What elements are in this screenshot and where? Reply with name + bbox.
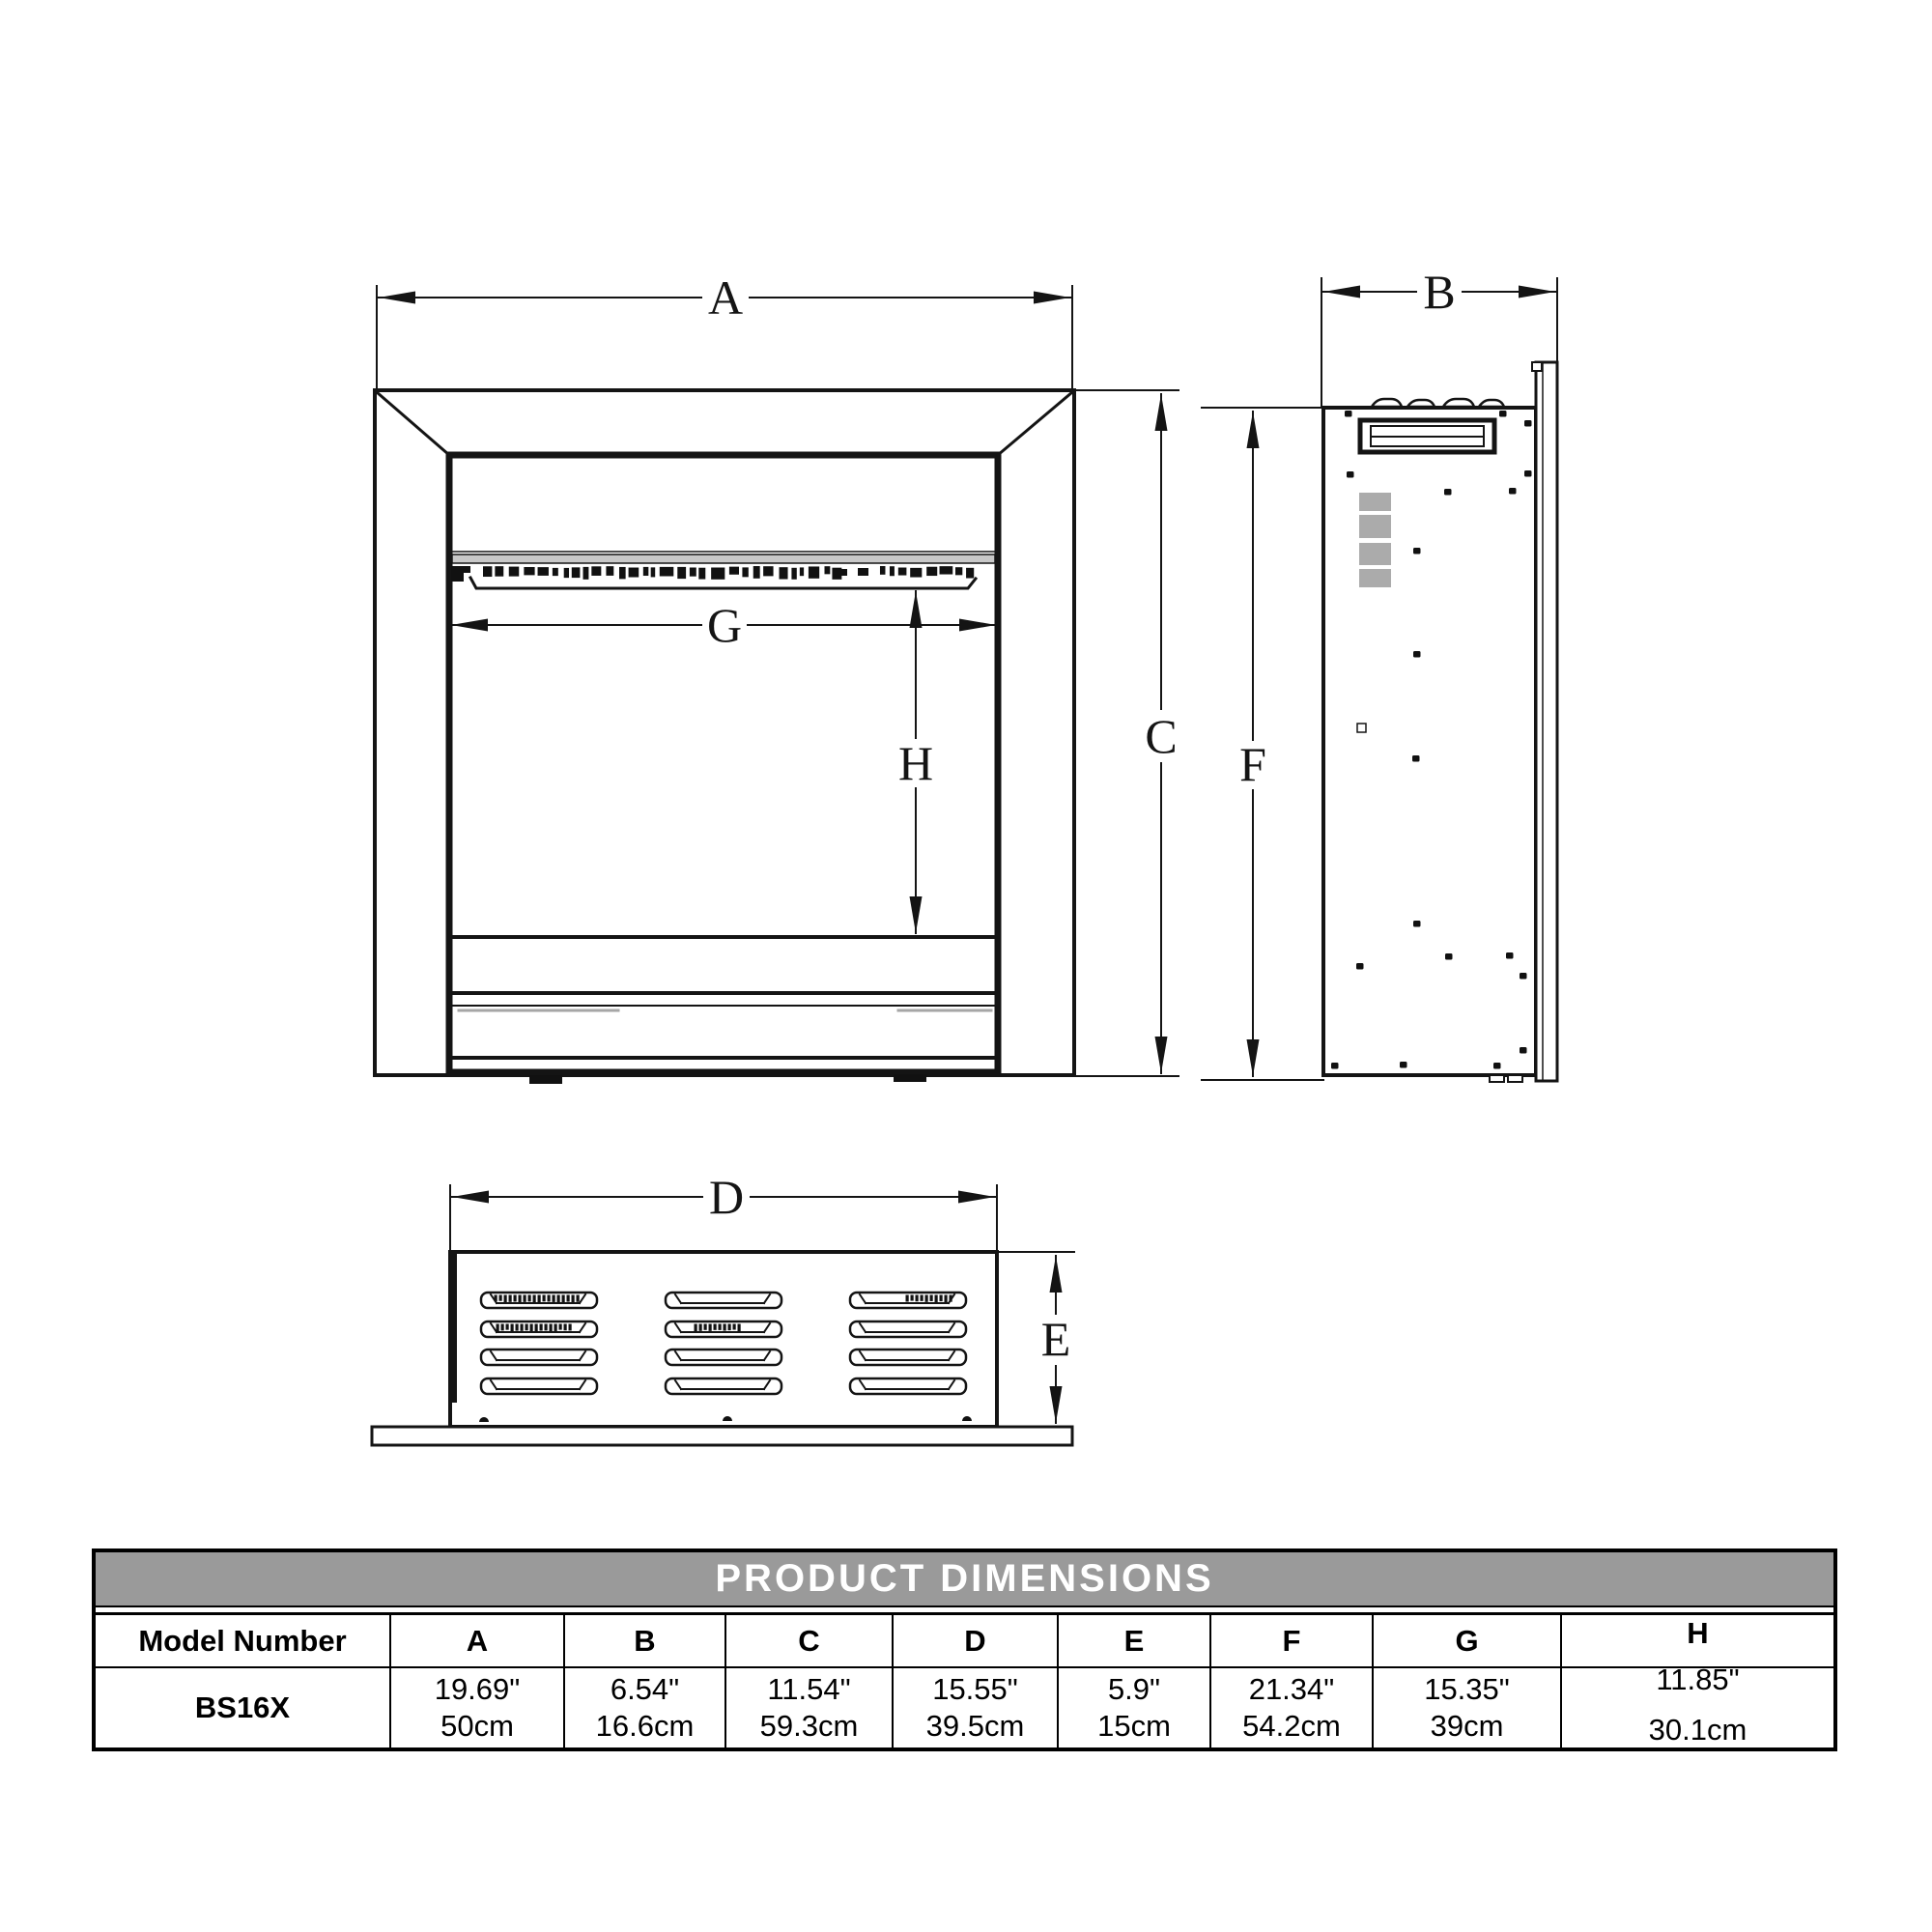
col-header-a: A [390, 1615, 564, 1667]
table-row [96, 1667, 1833, 1747]
value-cell-a: 19.69" 50cm [390, 1667, 564, 1747]
dim-label-a: A [707, 270, 744, 325]
value-cell-h: 11.85" 30.1cm [1561, 1667, 1833, 1747]
col-header-model: Model Number [138, 1623, 347, 1658]
dim-label-b: B [1423, 265, 1456, 319]
col-header-b: B [564, 1615, 725, 1667]
table-title-divider [96, 1607, 1833, 1615]
table-title: PRODUCT DIMENSIONS [96, 1552, 1833, 1607]
front-view [375, 390, 1074, 1084]
side-body [1323, 408, 1536, 1075]
col-header-d: D [893, 1615, 1058, 1667]
value-cell-f: 21.34" 54.2cm [1210, 1667, 1373, 1747]
col-header-h: H [1561, 1615, 1833, 1667]
col-header-c: C [725, 1615, 893, 1667]
bottom-base-plate [372, 1427, 1072, 1445]
top-clips [1372, 399, 1504, 407]
col-header-g: G [1373, 1615, 1561, 1667]
dim-label-e: E [1040, 1312, 1071, 1366]
front-foot-left [529, 1075, 562, 1084]
dim-label-d: D [708, 1170, 745, 1224]
col-header-f: F [1210, 1615, 1373, 1667]
bottom-box [450, 1252, 997, 1427]
bottom-view [372, 1252, 1072, 1445]
dim-label-h: H [897, 736, 934, 790]
value-cell-b: 6.54" 16.6cm [564, 1667, 725, 1747]
col-header-e: E [1058, 1615, 1210, 1667]
product-dimensions-table [92, 1548, 1837, 1751]
dim-label-g: G [706, 598, 743, 652]
value-cell-d: 15.55" 39.5cm [893, 1667, 1058, 1747]
model-number-cell: BS16X [96, 1667, 390, 1747]
front-foot-right [894, 1074, 926, 1082]
side-view [1323, 362, 1557, 1082]
side-front-flange [1536, 362, 1557, 1081]
value-cell-c: 11.54" 59.3cm [725, 1667, 893, 1747]
dim-label-f: F [1239, 737, 1266, 791]
dim-label-c: C [1145, 709, 1178, 763]
value-cell-e: 5.9" 15cm [1058, 1667, 1210, 1747]
value-cell-g: 15.35" 39cm [1373, 1667, 1561, 1747]
table-header-row [96, 1615, 1833, 1667]
